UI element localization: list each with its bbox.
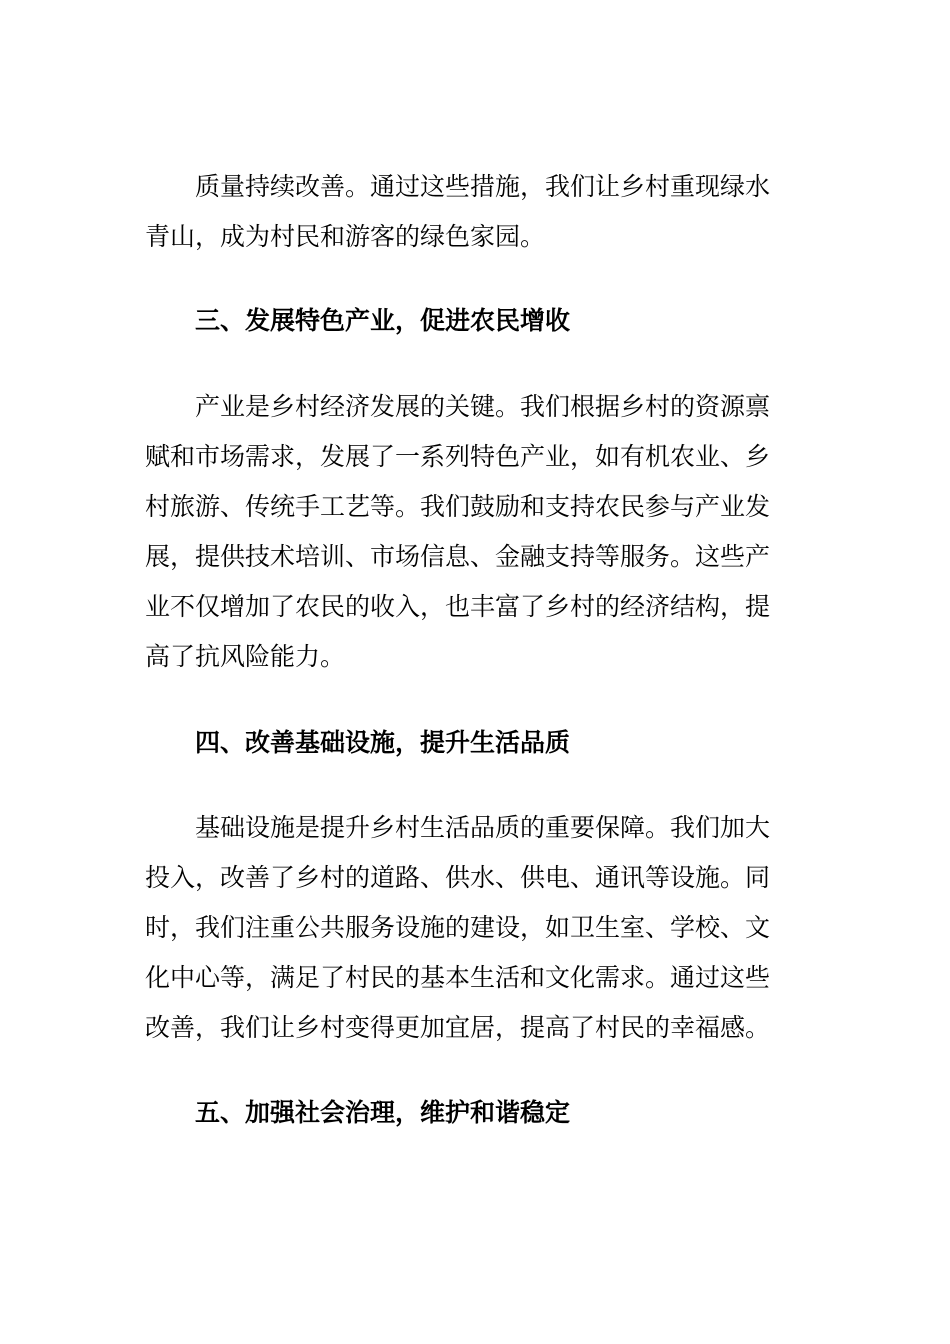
paragraph-line: 青山，成为村民和游客的绿色家园。 xyxy=(145,222,546,251)
paragraph-line: 时，我们注重公共服务设施的建设，如卫生室、学校、文 xyxy=(145,913,771,942)
paragraph-line: 改善，我们让乡村变得更加宜居，提高了村民的幸福感。 xyxy=(145,1013,771,1042)
section-heading-3: 三、发展特色产业，促进农民增收 xyxy=(195,306,571,335)
paragraph-line: 村旅游、传统手工艺等。我们鼓励和支持农民参与产业发 xyxy=(145,492,771,521)
paragraph-line: 化中心等，满足了村民的基本生活和文化需求。通过这些 xyxy=(145,963,771,992)
paragraph-line: 业不仅增加了农民的收入，也丰富了乡村的经济结构，提 xyxy=(145,592,771,621)
section-heading-4: 四、改善基础设施，提升生活品质 xyxy=(195,728,571,757)
paragraph-line: 赋和市场需求，发展了一系列特色产业，如有机农业、乡 xyxy=(145,442,771,471)
paragraph-line: 质量持续改善。通过这些措施，我们让乡村重现绿水 xyxy=(195,172,771,201)
paragraph-line: 投入，改善了乡村的道路、供水、供电、通讯等设施。同 xyxy=(145,863,771,892)
paragraph-line: 高了抗风险能力。 xyxy=(145,642,346,671)
paragraph-line: 基础设施是提升乡村生活品质的重要保障。我们加大 xyxy=(195,813,771,842)
section-heading-5: 五、加强社会治理，维护和谐稳定 xyxy=(195,1098,571,1127)
paragraph-line: 产业是乡村经济发展的关键。我们根据乡村的资源禀 xyxy=(195,392,771,421)
paragraph-line: 展，提供技术培训、市场信息、金融支持等服务。这些产 xyxy=(145,542,771,571)
